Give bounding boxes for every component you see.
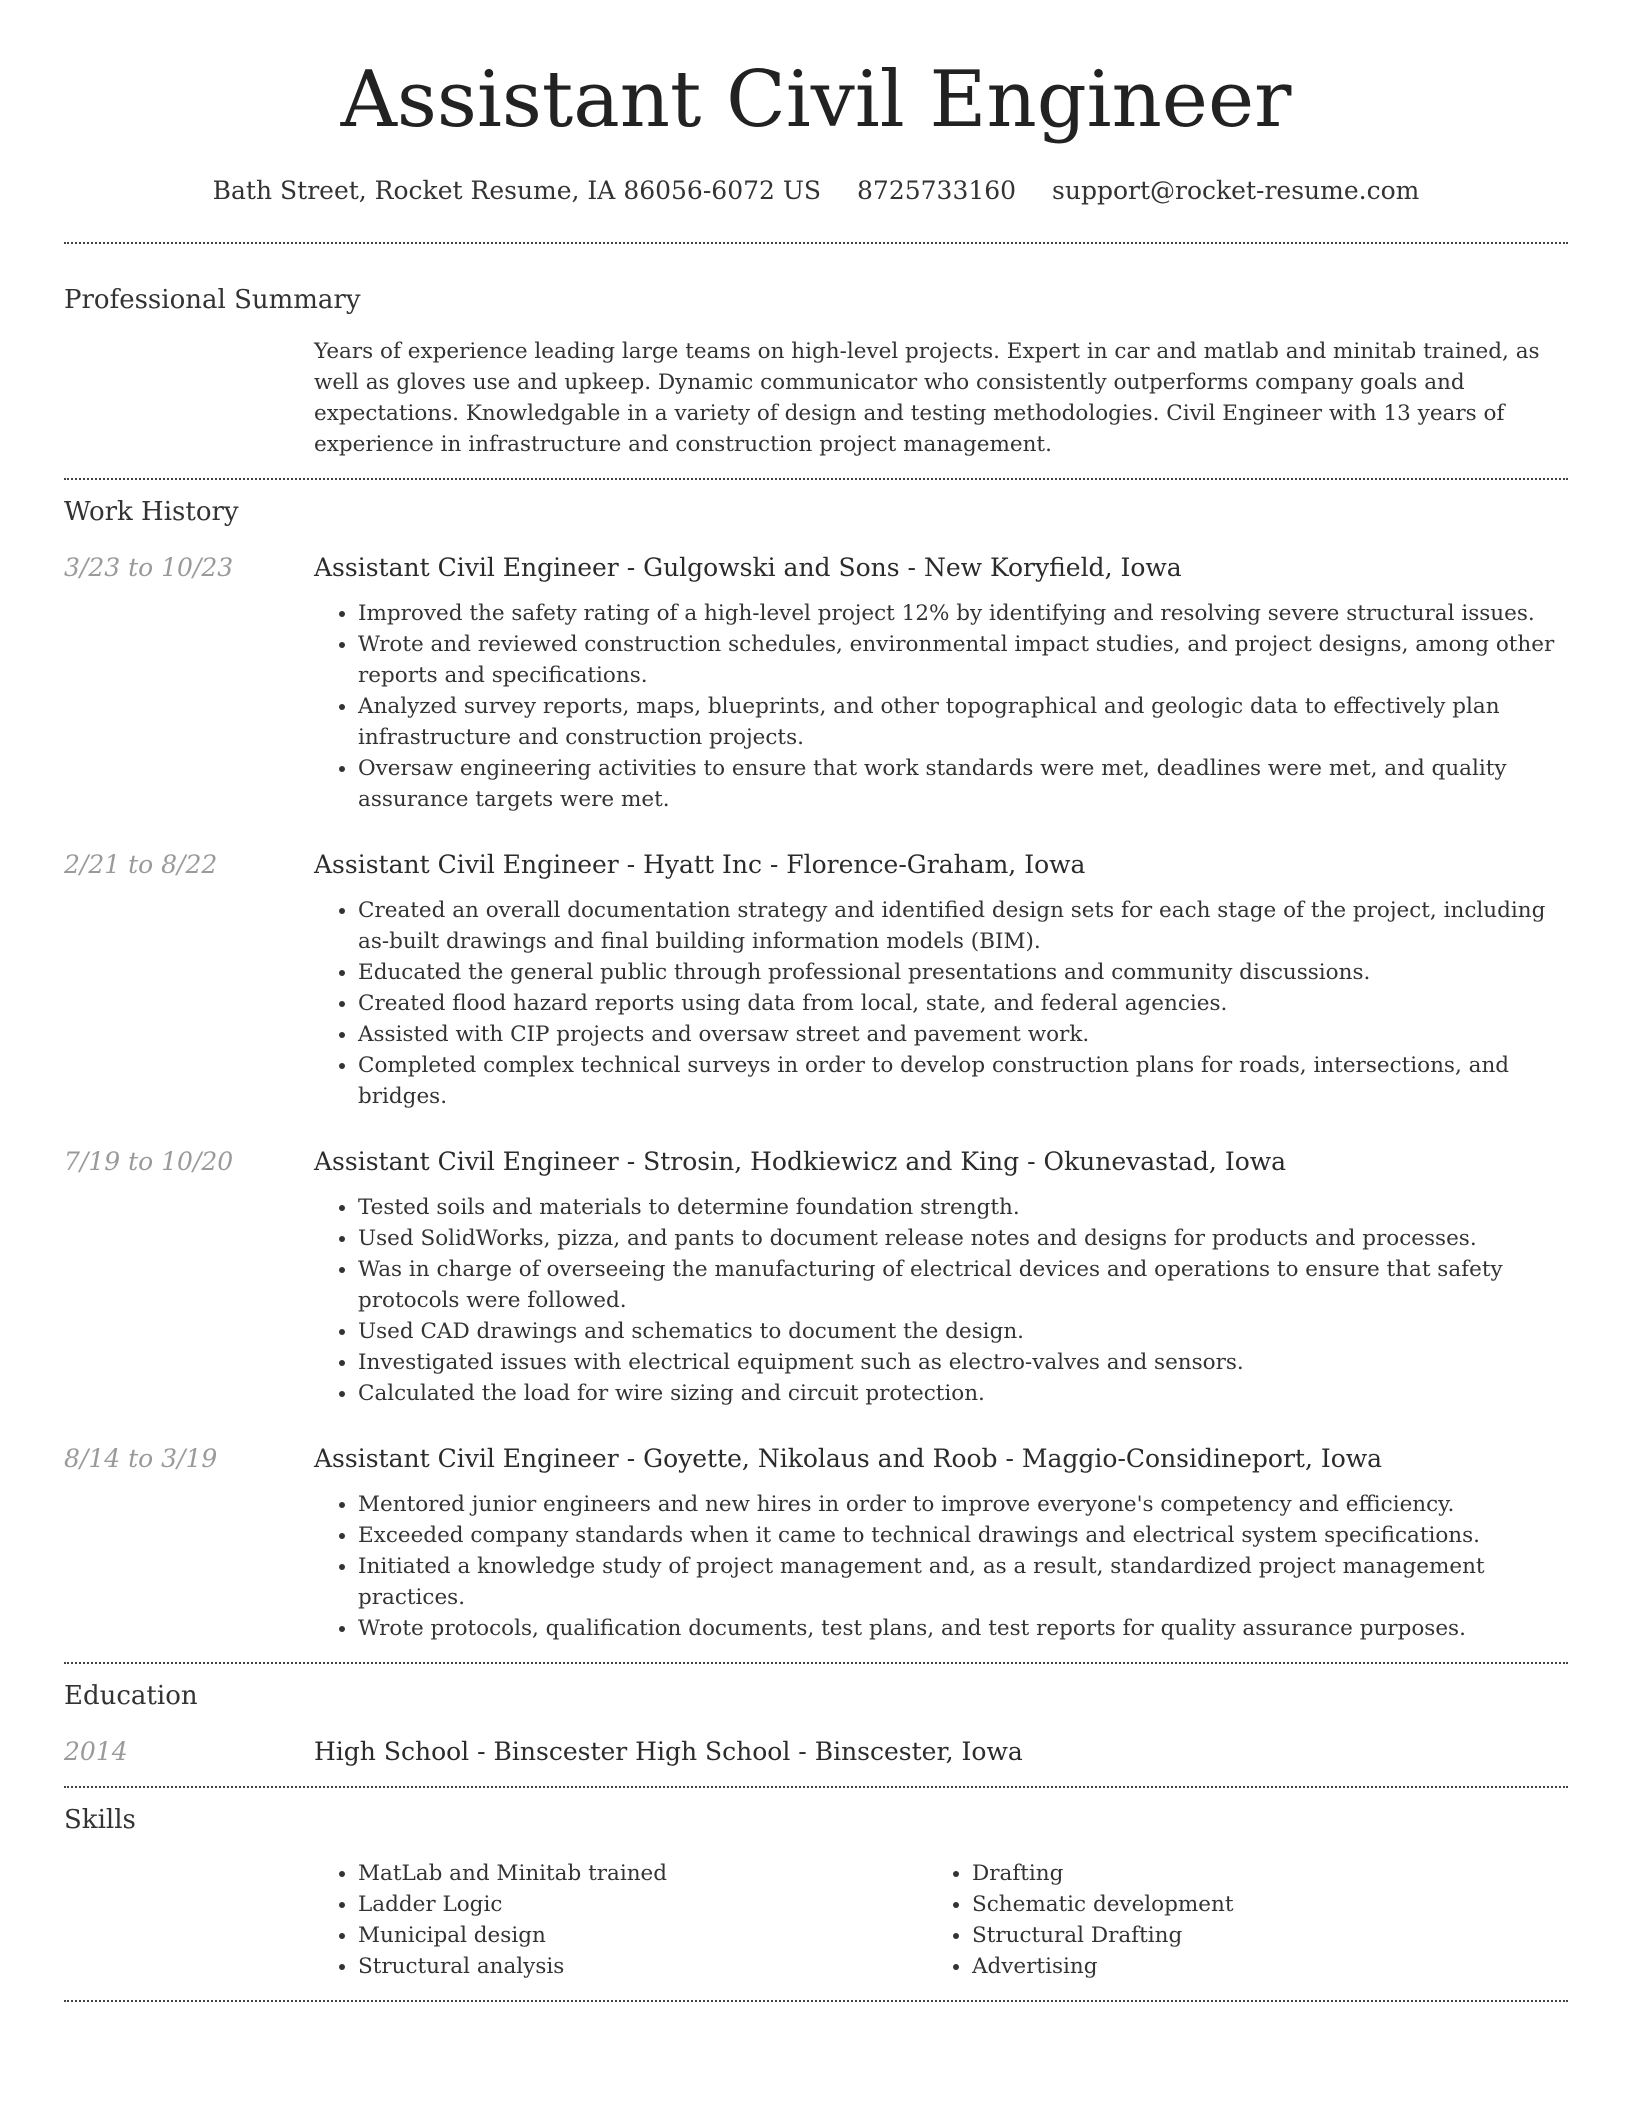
section-title-summary: Professional Summary bbox=[64, 285, 361, 315]
list-item: • Created flood hazard reports using data from local, state, and federal agencies. bbox=[358, 988, 1568, 1019]
list-item: • Used CAD drawings and schematics to document the design. bbox=[358, 1316, 1568, 1347]
job-entry bbox=[64, 1146, 1568, 1409]
list-item: • Used SolidWorks, pizza, and pants to document release notes and designs for products and processes. bbox=[358, 1223, 1568, 1254]
job-entry bbox=[64, 552, 1568, 815]
job-bullets bbox=[314, 1489, 1568, 1644]
skills-column-right bbox=[928, 1858, 1542, 1982]
work-history-section bbox=[64, 480, 1568, 1644]
job-entry bbox=[64, 849, 1568, 1112]
contact-email: support@rocket-resume.com bbox=[1052, 176, 1420, 205]
list-item: • Created an overall documentation strategy and identified design sets for each stage of the project, including as-built drawings and final building information models (BIM). bbox=[358, 895, 1568, 957]
job-dates: 3/23 to 10/23 bbox=[64, 553, 234, 582]
summary-text: Years of experience leading large teams on high-level projects. Expert in car and matlab and minitab trained, as well as gloves use and upkeep. Dynamic communicator who consistently outperforms company goals and expectations. Knowledgable in a variety of design and testing methodologies. Civil Engineer with 13 years of experience in infrastructure and construction project management. bbox=[314, 339, 1540, 457]
summary-section bbox=[64, 244, 1568, 460]
skill-item: • Advertising bbox=[972, 1951, 1542, 1982]
list-item: • Mentored junior engineers and new hires in order to improve everyone's competency and efficiency. bbox=[358, 1489, 1568, 1520]
education-entry: High School - Binscester High School - Binscester, Iowa bbox=[314, 1737, 1023, 1766]
contact-phone: 8725733160 bbox=[857, 176, 1017, 205]
list-item: • Improved the safety rating of a high-level project 12% by identifying and resolving severe structural issues. bbox=[358, 598, 1568, 629]
skill-item: • Municipal design bbox=[358, 1920, 928, 1951]
list-item: • Initiated a knowledge study of project management and, as a result, standardized project management practices. bbox=[358, 1551, 1568, 1613]
education-section bbox=[64, 1664, 1568, 1768]
job-heading: Assistant Civil Engineer - Gulgowski and Sons - New Koryfield, Iowa bbox=[314, 553, 1182, 582]
list-item: • Oversaw engineering activities to ensure that work standards were met, deadlines were met, and quality assurance targets were met. bbox=[358, 753, 1568, 815]
section-title-education: Education bbox=[64, 1681, 198, 1711]
job-entry bbox=[64, 1443, 1568, 1644]
divider bbox=[64, 2000, 1568, 2002]
job-heading: Assistant Civil Engineer - Goyette, Nikolaus and Roob - Maggio-Considineport, Iowa bbox=[314, 1444, 1383, 1473]
list-item: • Investigated issues with electrical equipment such as electro-valves and sensors. bbox=[358, 1347, 1568, 1378]
candidate-name: Assistant Civil Engineer bbox=[340, 55, 1292, 145]
skill-item: • MatLab and Minitab trained bbox=[358, 1858, 928, 1889]
education-year: 2014 bbox=[64, 1737, 128, 1766]
job-dates: 7/19 to 10/20 bbox=[64, 1147, 234, 1176]
list-item: • Calculated the load for wire sizing and circuit protection. bbox=[358, 1378, 1568, 1409]
list-item: • Wrote protocols, qualification documents, test plans, and test reports for quality assurance purposes. bbox=[358, 1613, 1568, 1644]
list-item: • Educated the general public through professional presentations and community discussions. bbox=[358, 957, 1568, 988]
skill-item: • Ladder Logic bbox=[358, 1889, 928, 1920]
job-bullets bbox=[314, 895, 1568, 1112]
list-item: • Completed complex technical surveys in order to develop construction plans for roads, intersections, and bridges. bbox=[358, 1050, 1568, 1112]
job-bullets bbox=[314, 598, 1568, 815]
job-dates: 8/14 to 3/19 bbox=[64, 1444, 218, 1473]
skill-item: • Structural Drafting bbox=[972, 1920, 1542, 1951]
list-item: • Exceeded company standards when it came to technical drawings and electrical system specifications. bbox=[358, 1520, 1568, 1551]
skill-item: • Structural analysis bbox=[358, 1951, 928, 1982]
contact-address: Bath Street, Rocket Resume, IA 86056-6072 US bbox=[212, 176, 822, 205]
list-item: • Analyzed survey reports, maps, blueprints, and other topographical and geologic data to effectively plan infrastructure and construction projects. bbox=[358, 691, 1568, 753]
section-title-work: Work History bbox=[64, 497, 239, 527]
job-heading: Assistant Civil Engineer - Strosin, Hodkiewicz and King - Okunevastad, Iowa bbox=[314, 1147, 1287, 1176]
skills-column-left bbox=[314, 1858, 928, 1982]
job-dates: 2/21 to 8/22 bbox=[64, 850, 218, 879]
list-item: • Tested soils and materials to determine foundation strength. bbox=[358, 1192, 1568, 1223]
list-item: • Wrote and reviewed construction schedules, environmental impact studies, and project designs, among other reports and specifications. bbox=[358, 629, 1568, 691]
skills-section bbox=[64, 1788, 1568, 1982]
section-title-skills: Skills bbox=[64, 1805, 136, 1835]
contact-line bbox=[64, 176, 1568, 206]
job-bullets bbox=[314, 1192, 1568, 1409]
skill-item: • Schematic development bbox=[972, 1889, 1542, 1920]
skill-item: • Drafting bbox=[972, 1858, 1542, 1889]
resume-header bbox=[64, 0, 1568, 206]
list-item: • Assisted with CIP projects and oversaw street and pavement work. bbox=[358, 1019, 1568, 1050]
list-item: • Was in charge of overseeing the manufacturing of electrical devices and operations to ensure that safety protocols were followed. bbox=[358, 1254, 1568, 1316]
job-heading: Assistant Civil Engineer - Hyatt Inc - Florence-Graham, Iowa bbox=[314, 850, 1086, 879]
